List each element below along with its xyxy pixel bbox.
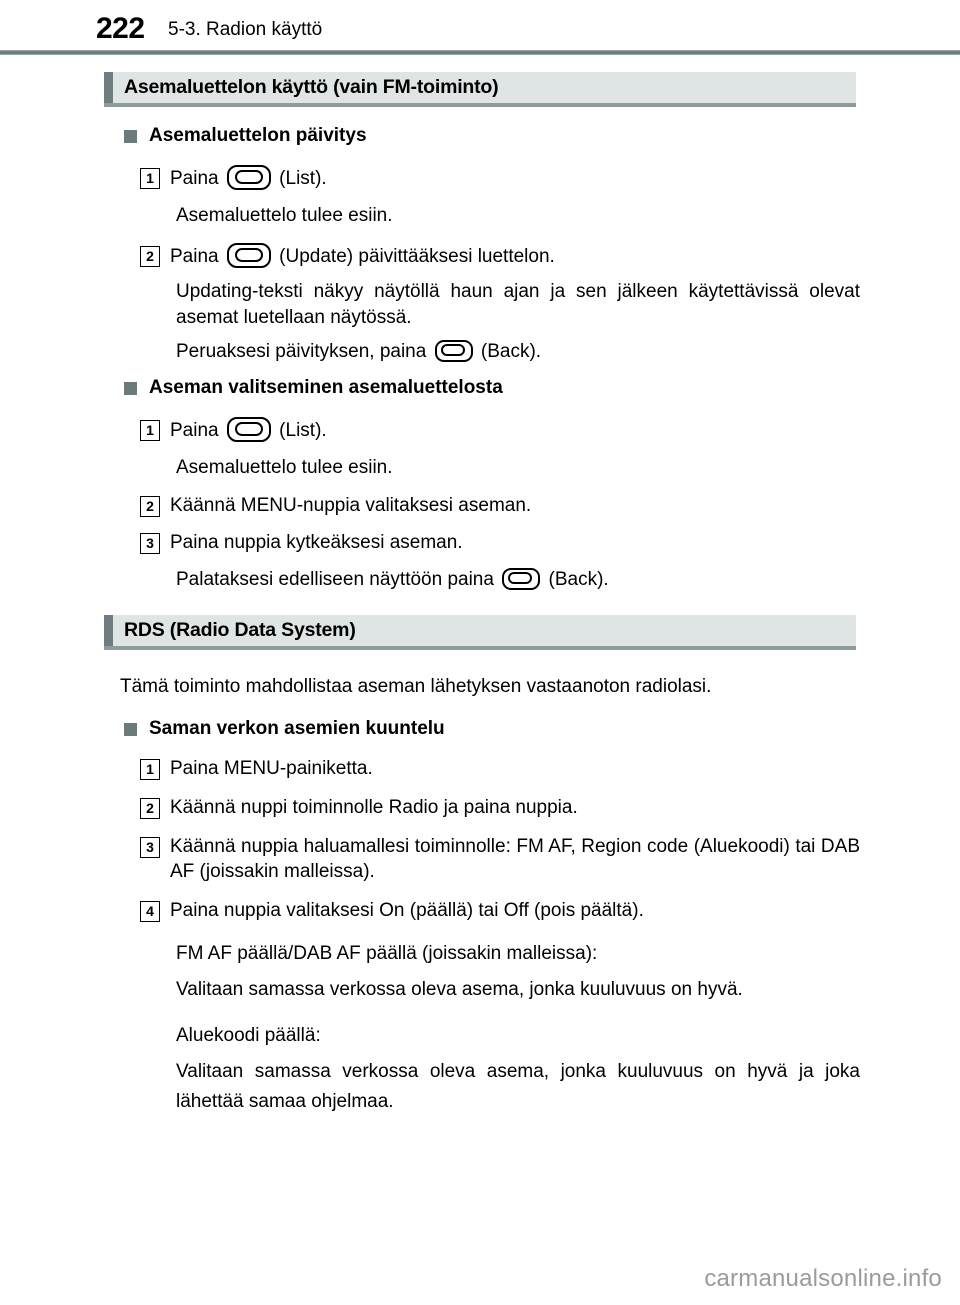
- square-bullet-icon: [124, 130, 137, 143]
- step-text-before: Paina: [170, 420, 219, 441]
- step-item: [140, 243, 860, 269]
- step-text: Paina nuppia valitaksesi On (päällä) tai Off (pois päältä).: [170, 900, 644, 921]
- note-text-after: (Back).: [480, 341, 542, 362]
- step-text-after: (Update) päivittääksesi luettelon.: [279, 246, 555, 267]
- list-button-icon: [227, 165, 271, 190]
- step-number: 1: [140, 420, 160, 441]
- step-text-after: (List).: [279, 420, 327, 441]
- step-item: [140, 898, 860, 923]
- subheading-station-list-update: [124, 125, 960, 147]
- note-text-before: Peruaksesi päivityksen, paina: [176, 341, 427, 362]
- note-text-with-button: [176, 339, 860, 365]
- step-item: [140, 493, 860, 518]
- step-item: [140, 756, 860, 781]
- step-item: [140, 834, 860, 884]
- section-title: RDS (Radio Data System): [124, 619, 356, 641]
- section-header-station-list: [104, 72, 856, 103]
- section-intro-text: Tämä toiminto mahdollistaa aseman lähetyksen vastaanoton radiolasi.: [120, 676, 712, 697]
- section-title: Asemaluettelon käyttö (vain FM-toiminto): [124, 76, 499, 98]
- subheading-label: Aseman valitseminen asemaluettelosta: [149, 377, 503, 398]
- note-text: Updating-teksti näkyy näytöllä haun ajan ja sen jälkeen käytettävissä olevat asemat luetellaan näytössä.: [176, 281, 860, 328]
- note-text-with-button: [176, 567, 860, 593]
- step-item: [140, 795, 860, 820]
- subheading-same-network: [124, 718, 960, 740]
- back-button-icon: [502, 568, 540, 590]
- note-text-after: (Back).: [548, 569, 609, 590]
- subheading-label: Saman verkon asemien kuuntelu: [149, 718, 445, 739]
- page-content: [0, 72, 960, 1117]
- header-divider-rule: [0, 50, 960, 55]
- square-bullet-icon: [124, 382, 137, 395]
- step-number: 3: [140, 837, 160, 858]
- square-bullet-icon: [124, 723, 137, 736]
- watermark: carmanualsonline.info: [704, 1265, 942, 1292]
- step-text: Käännä nuppi toiminnolle Radio ja paina nuppia.: [170, 797, 578, 818]
- list-button-icon: [227, 417, 271, 442]
- note-text: FM AF päällä/DAB AF päällä (joissakin malleissa):: [176, 943, 598, 964]
- step-item: [140, 417, 860, 443]
- step-text: [170, 165, 860, 191]
- page-header: [0, 8, 960, 56]
- step-text: Käännä nuppia haluamallesi toiminnolle: FM AF, Region code (Aluekoodi) tai DAB AF (joissakin malleissa).: [170, 836, 860, 882]
- step-number: 4: [140, 901, 160, 922]
- step-text: [170, 243, 860, 269]
- step-text: Käännä MENU-nuppia valitaksesi aseman.: [170, 495, 532, 516]
- step-text: [170, 417, 860, 443]
- note-text: Valitaan samassa verkossa oleva asema, jonka kuuluvuus on hyvä ja joka lähettää samaa ohjelmaa.: [176, 1061, 860, 1112]
- note-text: Asemaluettelo tulee esiin.: [176, 457, 393, 478]
- step-text: Paina MENU-painiketta.: [170, 758, 373, 779]
- step-text-before: Paina: [170, 168, 219, 189]
- step-text: Paina nuppia kytkeäksesi aseman.: [170, 532, 463, 553]
- step-item: [140, 165, 860, 191]
- step-item: [140, 530, 860, 555]
- step-number: 3: [140, 533, 160, 554]
- section-header-rds: [104, 615, 856, 646]
- step-number: 1: [140, 759, 160, 780]
- back-button-icon: [435, 340, 473, 362]
- step-text-before: Paina: [170, 246, 219, 267]
- step-number: 2: [140, 798, 160, 819]
- step-number: 1: [140, 168, 160, 189]
- note-text-before: Palataksesi edelliseen näyttöön paina: [176, 569, 494, 590]
- step-text-after: (List).: [279, 168, 327, 189]
- subheading-label: Asemaluettelon päivitys: [149, 125, 367, 146]
- update-button-icon: [227, 243, 271, 268]
- page-number: 222: [96, 12, 145, 45]
- note-text: Valitaan samassa verkossa oleva asema, jonka kuuluvuus on hyvä.: [176, 979, 743, 1000]
- step-number: 2: [140, 246, 160, 267]
- header-chapter-title: 5-3. Radion käyttö: [168, 19, 323, 40]
- note-text: Asemaluettelo tulee esiin.: [176, 205, 393, 226]
- step-number: 2: [140, 496, 160, 517]
- subheading-select-station: [124, 377, 960, 399]
- note-text: Aluekoodi päällä:: [176, 1025, 321, 1046]
